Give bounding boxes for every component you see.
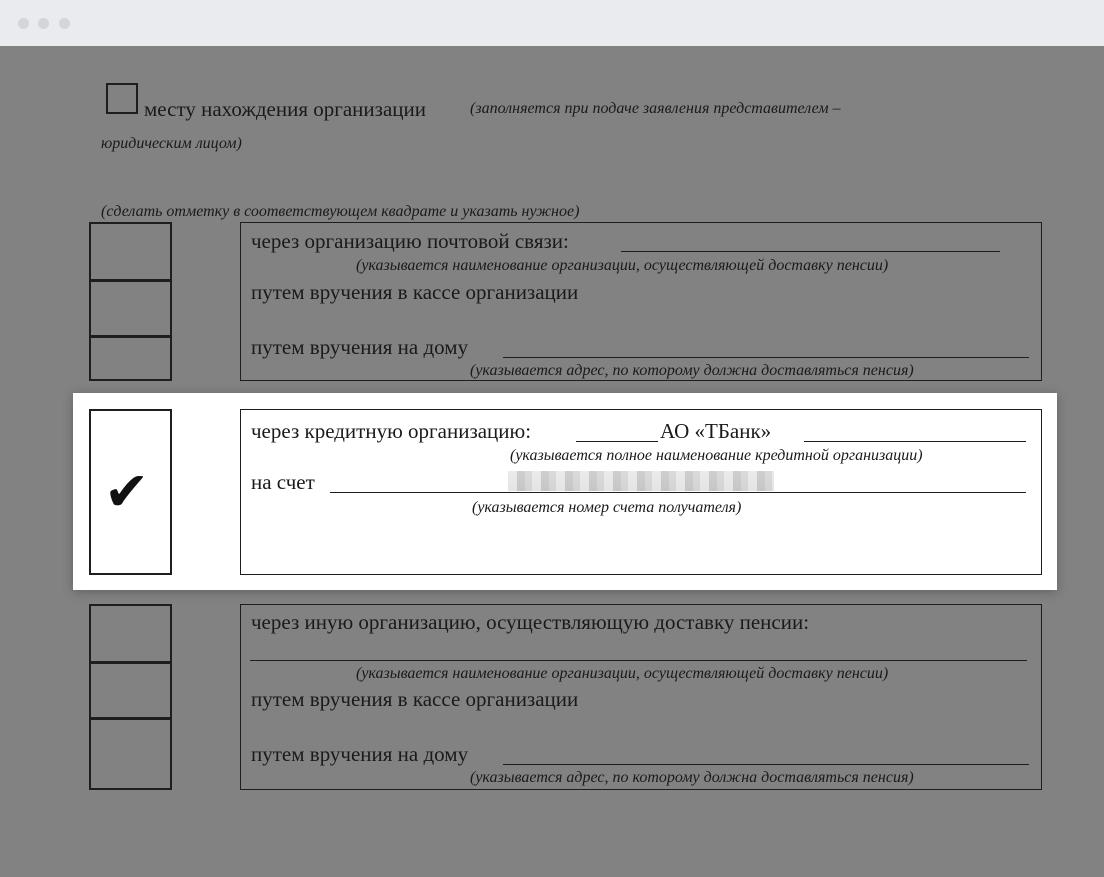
close-dot[interactable]	[18, 18, 29, 29]
cash2-label: путем вручения в кассе организации	[251, 687, 579, 711]
home2-hint: (указывается адрес, по которому должна доставляться пенсия)	[470, 769, 914, 786]
cash-label: путем вручения в кассе организации	[251, 280, 579, 304]
zoom-dot[interactable]	[59, 18, 70, 29]
home-checkbox[interactable]	[89, 335, 172, 381]
account-number-field[interactable]	[330, 492, 1026, 493]
instruction-note: (сделать отметку в соответствующем квадрате и указать нужное)	[101, 203, 580, 220]
bank-name-underline-left	[576, 441, 658, 442]
home2-address-field[interactable]	[503, 764, 1029, 765]
credit-label: через кредитную организацию:	[251, 419, 532, 443]
location-option-label: месту нахождения организации	[144, 97, 426, 121]
cash-checkbox[interactable]	[89, 279, 172, 338]
location-checkbox[interactable]	[106, 83, 138, 114]
postal-checkbox[interactable]	[89, 222, 172, 282]
bank-name-value[interactable]: АО «ТБанк»	[660, 419, 772, 443]
other-org-checkbox[interactable]	[89, 604, 172, 664]
postal-hint: (указывается наименование организации, осуществляющей доставку пенсии)	[356, 257, 889, 274]
minimize-dot[interactable]	[38, 18, 49, 29]
postal-label: через организацию почтовой связи:	[251, 229, 569, 253]
bank-name-underline-right	[804, 441, 1026, 442]
cash2-checkbox[interactable]	[89, 661, 172, 720]
location-option-note-cont: юридическим лицом)	[101, 135, 242, 152]
bank-hint: (указывается полное наименование кредитной организации)	[510, 447, 923, 464]
other-org-hint: (указывается наименование организации, осуществляющей доставку пенсии)	[356, 665, 889, 682]
window-title-bar	[0, 0, 1104, 46]
other-org-name-field[interactable]	[250, 660, 1027, 661]
other-org-label: через иную организацию, осуществляющую доставку пенсии:	[251, 610, 810, 634]
location-option-note: (заполняется при подаче заявления представителем –	[470, 100, 841, 117]
home-hint: (указывается адрес, по которому должна доставляться пенсия)	[470, 362, 914, 379]
check-icon: ✔	[104, 460, 150, 523]
account-label: на счет	[251, 470, 315, 494]
home2-label: путем вручения на дому	[251, 742, 469, 766]
account-hint: (указывается номер счета получателя)	[472, 499, 742, 516]
redacted-account-number	[508, 471, 774, 491]
postal-name-field[interactable]	[621, 251, 1000, 252]
home-address-field[interactable]	[503, 357, 1029, 358]
home2-checkbox[interactable]	[89, 717, 172, 790]
home-label: путем вручения на дому	[251, 335, 469, 359]
